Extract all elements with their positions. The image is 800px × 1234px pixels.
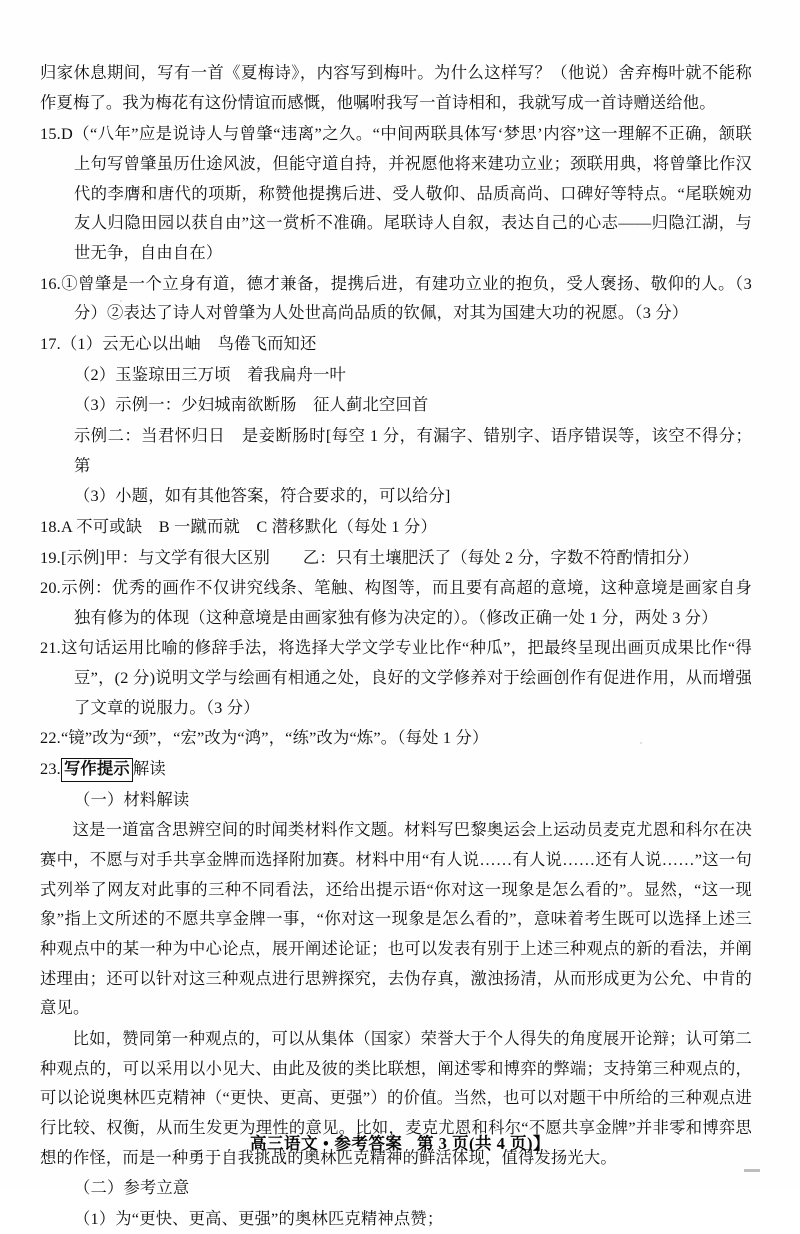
footer-bracket: 】: [532, 1134, 550, 1153]
section-heading-ideas: （二）参考立意: [74, 1178, 190, 1198]
section-material-paragraph-2: 比如，赞同第一种观点的，可以从集体（国家）荣誉大于个人得失的角度展开论辩；认可第二种观点的，可以采用以小见大、由此及彼的类比联想，阐述零和博弈的弊端；支持第三种观点的，可以论说奥林匹克精神（“更快、更高、更强”）的价值。当然，也可以对题干中所给的三种观点进行比较、权衡，从而生发更为理性的意见。比如，麦克尤恩和科尔“不愿共享金牌”并非零和博弈思想的作怪，而是一种勇于自我挑战的奥林匹克精神的鲜活体现，值得发扬光大。: [40, 1029, 752, 1167]
answer-item-20: 20.示例：优秀的画作不仅讲究线条、笔触、构图等，而且要有高超的意境，这种意境是画家自身独有修为的体现（这种意境是由画家独有修为决定的）。（修改正确一处 1 分，两处 3 分）: [40, 578, 752, 627]
answer-item-15: 15.D（“八年”应是说诗人与曾肇“违离”之久。“中间两联具体写‘梦思’内容”这一理解不正确，颔联上句写曾肇虽历仕途风波，但能守道自持，并祝愿他将来建功立业；颈联用典，将曾肇比作汉代的李膺和唐代的项斯，称赞他提携后进、受人敬仰、品质高尚、口碑好等特点。“尾联婉劝友人归隐田园以获自由”这一赏析不准确。尾联诗人自叙，表达自己的心志——归隐江湖，与世无争，自由自在）: [40, 124, 752, 262]
section-heading-material: （一）材料解读: [74, 789, 190, 809]
paragraph-intro: 归家休息期间，写有一首《夏梅诗》，内容写到梅叶。为什么这样写？（他说）舍弃梅叶就不能称作夏梅了。我为梅花有这份情谊而感慨，他嘱咐我写一首诗相和，我就写成一首诗赠送给他。: [40, 63, 752, 112]
section-material-paragraph-1: 这是一道富含思辨空间的时闻类材料作文题。材料写巴黎奥运会上运动员麦克尤恩和科尔在决赛中，不愿与对手共享金牌而选择附加赛。材料中用“有人说……有人说……还有人说……”这一句式列举了网友对此事的三种不同看法，还给出提示语“你对这一现象是怎么看的”。显然，“这一现象”指上文所述的不愿共享金牌一事，“你对这一现象是怎么看的”，意味着考生既可以选择上述三种观点中的某一种为中心论点，展开阐述论证；也可以发表有别于上述三种观点的新的看法，并阐述理由；还可以针对这三种观点进行思辨探究，去伪存真，激浊扬清，从而形成更为公允、中肯的意见。: [40, 820, 752, 1018]
footer-page-label: 第 3 页(共 4 页): [416, 1134, 533, 1153]
writing-prompt-suffix: 解读: [132, 759, 166, 779]
section-ideas-item-1: （1）为“更快、更高、更强”的奥林匹克精神点赞；: [74, 1208, 444, 1228]
answer-item-17-sub3: （3）示例一：少妇城南欲断肠 征人蓟北空回首: [74, 395, 429, 415]
footer-separator: •: [323, 1134, 330, 1153]
footer-doc-type: 参考答案: [334, 1134, 403, 1153]
answer-item-18: 18.A 不可或缺 B 一蹴而就 C 潜移默化（每处 1 分）: [40, 516, 437, 536]
scan-artifact-mark: [744, 1169, 760, 1172]
answer-item-17-sub2: （2）玉鉴琼田三万顷 着我扁舟一叶: [74, 364, 347, 384]
answer-item-19: 19.[示例]甲：与文学有很大区别 乙：只有土壤肥沃了（每处 2 分，字数不符酌情扣分）: [40, 547, 699, 567]
scan-speck: [640, 742, 642, 744]
footer-subject: 高三语文: [250, 1134, 319, 1153]
answer-item-23-heading: [40, 754, 752, 784]
answer-item-21: 21.这句话运用比喻的修辞手法，将选择大学文学专业比作“种瓜”，把最终呈现出画页成果比作“得豆”，(2 分)说明文学与绘画有相通之处，良好的文学修养对于绘画创作有促进作用，从而增强了文章的说服力。（3 分）: [40, 638, 752, 717]
answer-item-17-sub4: 示例二：当君怀归日 是妾断肠时[每空 1 分，有漏字、错别字、语序错误等，该空不得分；第: [74, 425, 752, 475]
answer-item-17: 17.（1）云无心以出岫 鸟倦飞而知还: [40, 333, 317, 353]
page-footer: [0, 1130, 800, 1154]
answer-item-16: 16.①曾肇是一个立身有道，德才兼备，提携后进，有建功立业的抱负，受人褒扬、敬仰的人。（3 分）②表达了诗人对曾肇为人处世高尚品质的钦佩，对其为国建大功的祝愿。（3 分）: [40, 273, 752, 323]
scan-speck: [120, 300, 122, 302]
writing-prompt-box-label: 写作提示: [61, 758, 133, 782]
question-number-23: 23.: [40, 759, 61, 779]
answer-item-17-sub5: （3）小题，如有其他答案，符合要求的，可以给分]: [74, 486, 451, 506]
document-body: [40, 58, 752, 1234]
answer-item-22: 22.“镜”改为“颈”，“宏”改为“鸿”，“练”改为“炼”。（每处 1 分）: [40, 728, 489, 748]
